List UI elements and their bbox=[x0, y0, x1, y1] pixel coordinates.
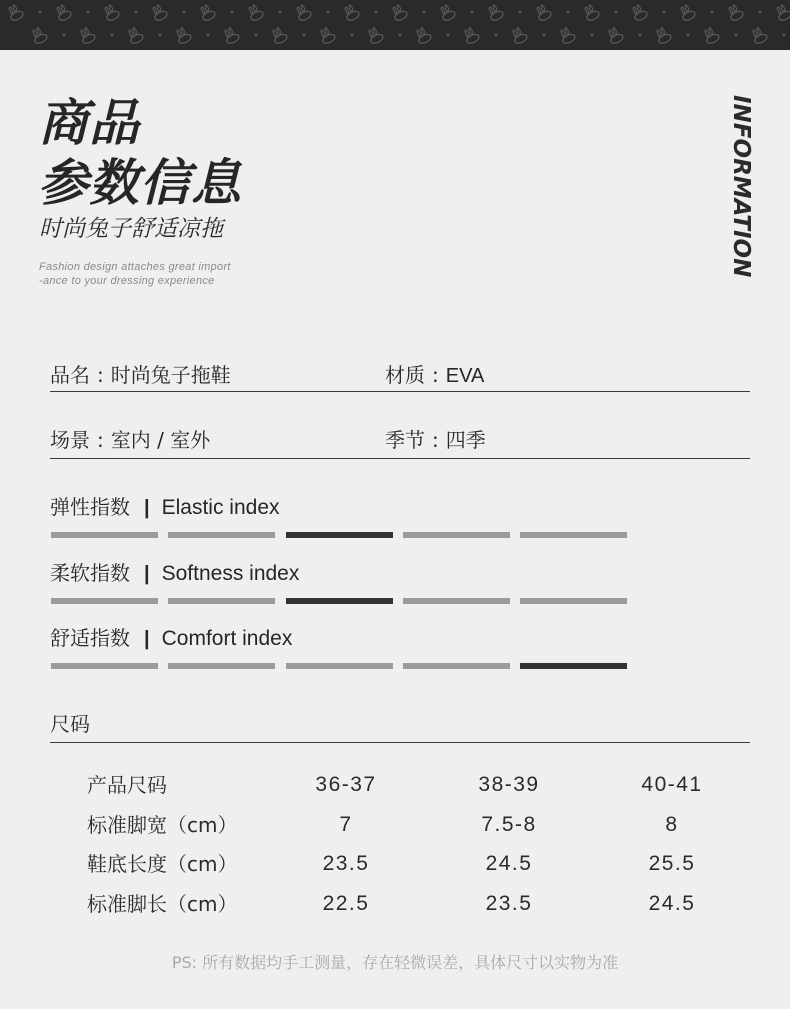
pattern-dot bbox=[783, 34, 786, 37]
info-label: 季节 bbox=[385, 428, 425, 452]
rabbit-icon bbox=[6, 3, 24, 22]
pattern-dot bbox=[591, 34, 594, 37]
rabbit-icon bbox=[222, 26, 240, 45]
level-meter bbox=[51, 598, 631, 604]
pattern-dot bbox=[207, 34, 210, 37]
index-label bbox=[50, 561, 299, 586]
level-segment-4 bbox=[403, 663, 510, 669]
table-cell: 24.5 bbox=[648, 892, 696, 915]
rabbit-icon bbox=[294, 3, 312, 22]
pattern-dot bbox=[111, 34, 114, 37]
info-label: 品名 bbox=[50, 363, 90, 387]
index-comfort bbox=[50, 626, 750, 670]
info-value: 室内 / 室外 bbox=[110, 428, 211, 452]
level-segment-1 bbox=[51, 663, 158, 669]
info-item-product-name bbox=[50, 363, 231, 387]
rabbit-icon bbox=[390, 3, 408, 22]
pattern-dot bbox=[423, 11, 426, 14]
table-header-cell: 36-37 bbox=[315, 773, 377, 796]
table-row bbox=[0, 892, 790, 916]
rabbit-icon bbox=[486, 3, 504, 22]
pattern-dot bbox=[687, 34, 690, 37]
index-label-en: Softness index bbox=[161, 562, 300, 585]
pattern-dot bbox=[351, 34, 354, 37]
rabbit-icon bbox=[102, 3, 120, 22]
index-label-cn: 舒适指数 bbox=[50, 626, 130, 650]
divider-line bbox=[50, 391, 750, 392]
rabbit-icon bbox=[510, 26, 528, 45]
pattern-dot bbox=[183, 11, 186, 14]
pattern-dot bbox=[135, 11, 138, 14]
table-row bbox=[0, 852, 790, 876]
rabbit-icon bbox=[654, 26, 672, 45]
rabbit-icon bbox=[54, 3, 72, 22]
rabbit-icon bbox=[318, 26, 336, 45]
tagline-line-2: -ance to your dressing experience bbox=[39, 275, 215, 287]
table-row-label: 标准脚长（cm） bbox=[87, 892, 238, 916]
top-pattern-band bbox=[0, 0, 790, 50]
pattern-dot bbox=[663, 11, 666, 14]
table-cell: 25.5 bbox=[648, 852, 696, 875]
info-label: 场景 bbox=[50, 428, 90, 452]
index-label-cn: 柔软指数 bbox=[50, 561, 130, 585]
rabbit-icon bbox=[462, 26, 480, 45]
rabbit-icon bbox=[246, 3, 264, 22]
table-cell: 22.5 bbox=[322, 892, 370, 915]
page-title bbox=[38, 93, 242, 213]
info-separator: : bbox=[97, 363, 104, 387]
pattern-dot bbox=[759, 11, 762, 14]
rabbit-icon bbox=[702, 26, 720, 45]
table-row-label: 标准脚宽（cm） bbox=[87, 813, 238, 837]
table-row-label: 鞋底长度（cm） bbox=[87, 852, 238, 876]
index-softness bbox=[50, 561, 750, 605]
tagline bbox=[39, 260, 231, 288]
pattern-dot bbox=[519, 11, 522, 14]
subtitle: 时尚兔子舒适凉拖 bbox=[39, 216, 223, 242]
index-label-cn: 弹性指数 bbox=[50, 495, 130, 519]
table-cell: 24.5 bbox=[485, 852, 533, 875]
rabbit-icon bbox=[438, 3, 456, 22]
info-value: 时尚兔子拖鞋 bbox=[110, 363, 231, 387]
info-separator: : bbox=[432, 428, 439, 452]
index-elastic bbox=[50, 495, 750, 539]
divider-line bbox=[50, 458, 750, 459]
pattern-dot bbox=[63, 34, 66, 37]
rabbit-icon bbox=[558, 26, 576, 45]
size-section-title: 尺码 bbox=[50, 712, 90, 736]
pattern-dot bbox=[735, 34, 738, 37]
pattern-dot bbox=[231, 11, 234, 14]
table-cell: 7 bbox=[339, 813, 353, 836]
info-label: 材质 bbox=[385, 363, 425, 387]
level-segment-5 bbox=[520, 532, 627, 538]
level-meter bbox=[51, 663, 631, 669]
index-divider: | bbox=[144, 628, 150, 650]
pattern-dot bbox=[39, 11, 42, 14]
index-label bbox=[50, 495, 280, 520]
table-cell: 8 bbox=[665, 813, 679, 836]
pattern-dot bbox=[639, 34, 642, 37]
pattern-dot bbox=[399, 34, 402, 37]
rabbit-icon bbox=[126, 26, 144, 45]
footer-note: PS: 所有数据均手工测量，存在轻微误差，具体尺寸以实物为准 bbox=[171, 953, 619, 972]
pattern-dot bbox=[375, 11, 378, 14]
rabbit-icon bbox=[78, 26, 96, 45]
level-segment-4 bbox=[403, 598, 510, 604]
info-row-1 bbox=[50, 363, 750, 387]
pattern-dot bbox=[303, 34, 306, 37]
rabbit-pattern bbox=[0, 0, 790, 50]
pattern-dot bbox=[327, 11, 330, 14]
level-segment-3 bbox=[286, 532, 393, 538]
rabbit-icon bbox=[750, 26, 768, 45]
level-segment-5 bbox=[520, 598, 627, 604]
table-cell: 7.5-8 bbox=[481, 813, 537, 836]
info-value: EVA bbox=[445, 365, 485, 387]
level-meter bbox=[51, 532, 631, 538]
rabbit-icon bbox=[774, 3, 790, 22]
rabbit-icon bbox=[414, 26, 432, 45]
level-segment-3 bbox=[286, 663, 393, 669]
rabbit-icon bbox=[198, 3, 216, 22]
level-segment-2 bbox=[168, 598, 275, 604]
level-segment-1 bbox=[51, 532, 158, 538]
table-cell: 23.5 bbox=[322, 852, 370, 875]
rabbit-icon bbox=[582, 3, 600, 22]
rabbit-icon bbox=[342, 3, 360, 22]
level-segment-3 bbox=[286, 598, 393, 604]
title-line-1: 商品 bbox=[38, 94, 140, 152]
pattern-dot bbox=[255, 34, 258, 37]
pattern-dot bbox=[471, 11, 474, 14]
rabbit-icon bbox=[606, 26, 624, 45]
rabbit-icon bbox=[534, 3, 552, 22]
pattern-dot bbox=[495, 34, 498, 37]
info-item-scene bbox=[50, 428, 210, 452]
index-label-en: Elastic index bbox=[161, 496, 280, 519]
info-separator: : bbox=[432, 363, 439, 387]
table-cell: 23.5 bbox=[485, 892, 533, 915]
pattern-dot bbox=[615, 11, 618, 14]
pattern-dot bbox=[279, 11, 282, 14]
level-segment-2 bbox=[168, 663, 275, 669]
level-segment-1 bbox=[51, 598, 158, 604]
table-row bbox=[0, 813, 790, 837]
pattern-dot bbox=[447, 34, 450, 37]
table-header-row bbox=[0, 773, 790, 797]
pattern-dot bbox=[567, 11, 570, 14]
level-segment-4 bbox=[403, 532, 510, 538]
title-line-2: 参数信息 bbox=[38, 154, 242, 212]
level-segment-5 bbox=[520, 663, 627, 669]
table-header-cell: 40-41 bbox=[641, 773, 703, 796]
info-item-season bbox=[385, 428, 486, 452]
rabbit-icon bbox=[270, 26, 288, 45]
info-separator: : bbox=[97, 428, 104, 452]
pattern-dot bbox=[87, 11, 90, 14]
pattern-dot bbox=[543, 34, 546, 37]
info-row-2 bbox=[50, 428, 750, 452]
pattern-dot bbox=[711, 11, 714, 14]
rabbit-icon bbox=[630, 3, 648, 22]
table-header-cell: 38-39 bbox=[478, 773, 540, 796]
index-label bbox=[50, 626, 292, 651]
info-value: 四季 bbox=[445, 428, 486, 452]
rabbit-icon bbox=[678, 3, 696, 22]
index-label-en: Comfort index bbox=[161, 627, 293, 650]
divider-line bbox=[50, 742, 750, 743]
rabbit-icon bbox=[726, 3, 744, 22]
level-segment-2 bbox=[168, 532, 275, 538]
side-label: INFORMATION bbox=[728, 95, 754, 278]
rabbit-icon bbox=[366, 26, 384, 45]
rabbit-icon bbox=[174, 26, 192, 45]
rabbit-icon bbox=[30, 26, 48, 45]
pattern-dot bbox=[159, 34, 162, 37]
info-item-material bbox=[385, 363, 484, 388]
rabbit-icon bbox=[150, 3, 168, 22]
table-header-cell: 产品尺码 bbox=[87, 773, 167, 797]
tagline-line-1: Fashion design attaches great import bbox=[39, 261, 231, 273]
index-divider: | bbox=[144, 497, 150, 519]
index-divider: | bbox=[144, 563, 150, 585]
